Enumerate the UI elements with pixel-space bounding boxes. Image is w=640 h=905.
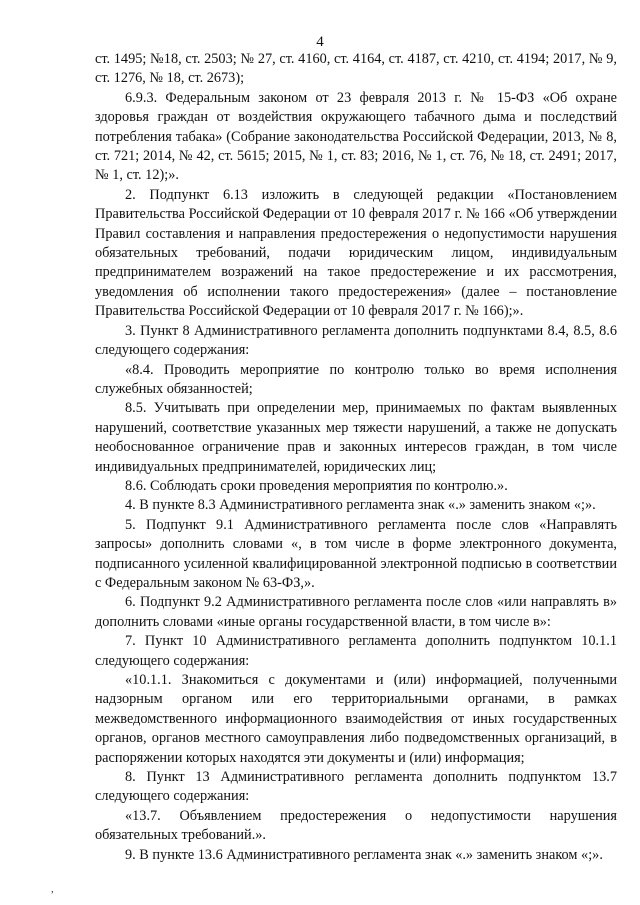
scan-mark: , xyxy=(51,883,54,895)
paragraph-13-7: «13.7. Объявлением предостережения о недопустимости нарушения обязательных требований.». xyxy=(95,807,617,844)
paragraph-item-6: 6. Подпункт 9.2 Административного регламента после слов «или направлять в» дополнить словами «иные органы государственной власти, в том числе в»: xyxy=(95,594,617,630)
paragraph-item-4: 4. В пункте 8.3 Административного регламента знак «.» заменить знаком «;». xyxy=(125,497,596,514)
paragraph-item-5: 5. Подпункт 9.1 Административного регламента после слов «Направлять запросы» дополнить словами «, в том числе в форме электронного документа, подписанного усиленной квалифицированной электронной подписью в соответствии с Федеральным законом № 63-ФЗ,». xyxy=(95,516,617,591)
paragraph-6-9-3: 6.9.3. Федеральным законом от 23 февраля 2013 г. № 15-ФЗ «Об охране здоровья граждан от воздействия окружающего табачного дыма и последствий потребления табака» (Собрание законодательства Российской Федерации, 2013, № 8, ст. 721; 2014, № 42, ст. 5615; 2015, № 1, ст. 83; 2016, № 1, ст. 76, № 18, ст. 2491; 2017, № 1, ст. 12);». xyxy=(95,89,617,184)
paragraph-item-7: 7. Пункт 10 Административного регламента дополнить подпунктом 10.1.1 следующего содержания: xyxy=(95,633,617,669)
paragraph-8-6: 8.6. Соблюдать сроки проведения мероприятия по контролю.». xyxy=(125,477,508,494)
paragraph-item-3: 3. Пункт 8 Административного регламента дополнить подпунктами 8.4, 8.5, 8.6 следующего содержания: xyxy=(95,322,617,359)
paragraph-10-1-1: «10.1.1. Знакомиться с документами и (или) информацией, полученными надзорным органом или его территориальными органами, в рамках межведомственного информационного взаимодействия от иных государственных органов, органов местного самоуправления либо подведомственных организаций, в распоряжении которых находятся эти документы и (или) информация; xyxy=(95,672,617,766)
document-body xyxy=(95,50,617,865)
paragraph-item-9: 9. В пункте 13.6 Административного регламента знак «.» заменить знаком «;». xyxy=(125,846,603,863)
paragraph-item-8: 8. Пункт 13 Административного регламента дополнить подпунктом 13.7 следующего содержания: xyxy=(95,769,617,805)
paragraph-8-4: «8.4. Проводить мероприятие по контролю только во время исполнения служебных обязанностей; xyxy=(95,361,617,397)
page-number: 4 xyxy=(316,34,324,50)
paragraph-item-2: 2. Подпункт 6.13 изложить в следующей редакции «Постановлением Правительства Российской Федерации от 10 февраля 2017 г. № 166 «Об утверждении Правил составления и направления предостережения о недопустимости нарушения обязательных требований, подачи юридическим лицом, индивидуальным предпринимателем возражений на такое предостережение и их рассмотрения, уведомления об исполнении такого предостережения» (далее – постановление Правительства Российской Федерации от 10 февраля 2017 г. № 166);». xyxy=(95,186,617,320)
paragraph-continuation: ст. 1495; №18, ст. 2503; № 27, ст. 4160, ст. 4164, ст. 4187, ст. 4210, ст. 4194; 2017, № 9, ст. 1276, № 18, ст. 2673); xyxy=(95,51,617,87)
paragraph-8-5: 8.5. Учитывать при определении мер, принимаемых по фактам выявленных нарушений, соответствие указанных мер тяжести нарушений, а также не допускать необоснованное ограничение прав и законных интересов граждан, в том числе индивидуальных предпринимателей, юридических лиц; xyxy=(95,400,617,475)
